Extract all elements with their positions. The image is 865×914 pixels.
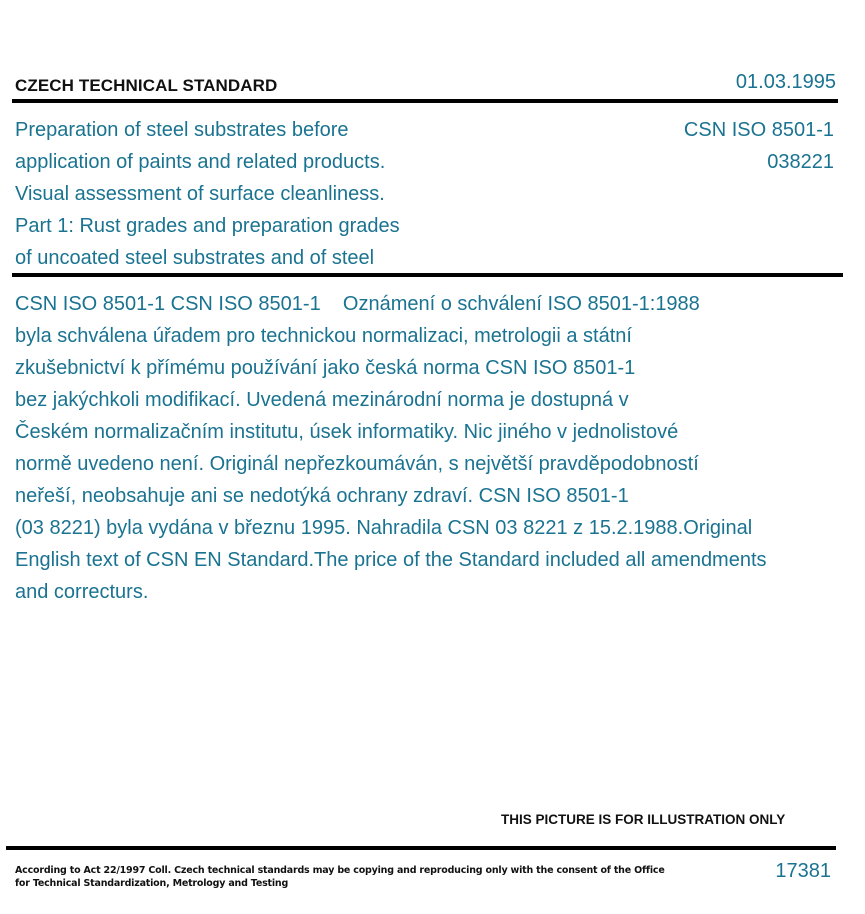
header-label: CZECH TECHNICAL STANDARD — [15, 76, 278, 95]
class-number: 038221 — [767, 151, 834, 173]
standard-title — [15, 114, 400, 274]
title-line: application of paints and related products. — [15, 151, 386, 173]
body-line: and correcturs. — [15, 581, 149, 603]
body-line: byla schválena úřadem pro technickou normalizaci, metrologii a státní — [15, 325, 632, 347]
body-line: Českém normalizačním institutu, úsek informatiky. Nic jiného v jednolistové — [15, 421, 679, 443]
body-line: bez jakýchkoli modifikací. Uvedená mezinárodní norma je dostupná v — [15, 389, 629, 411]
footer-divider — [6, 846, 836, 850]
body-line: normě uvedeno není. Originál nepřezkoumáván, s největší pravděpodobností — [15, 453, 699, 475]
legal-line: According to Act 22/1997 Coll. Czech technical standards may be copying and reproducing only with the consent of the Office — [15, 865, 665, 876]
page-number: 17381 — [775, 860, 831, 882]
legal-line: for Technical Standardization, Metrology and Testing — [15, 878, 289, 889]
title-line: Preparation of steel substrates before — [15, 119, 349, 141]
illustration-notice: THIS PICTURE IS FOR ILLUSTRATION ONLY — [501, 812, 786, 827]
title-line: Visual assessment of surface cleanliness. — [15, 183, 385, 205]
title-divider — [12, 273, 843, 277]
body-line: CSN ISO 8501-1 CSN ISO 8501-1 Oznámení o schválení ISO 8501-1:1988 — [15, 293, 700, 315]
top-divider — [12, 99, 838, 103]
standard-codes — [684, 114, 834, 178]
body-line: English text of CSN EN Standard.The price of the Standard included all amendments — [15, 549, 767, 571]
body-line: (03 8221) byla vydána v březnu 1995. Nahradila CSN 03 8221 z 15.2.1988.Original — [15, 517, 753, 539]
standard-number: CSN ISO 8501-1 — [683, 119, 834, 141]
body-line: zkušebnictví k přímému používání jako česká norma CSN ISO 8501-1 — [15, 357, 636, 379]
legal-notice — [15, 864, 665, 890]
announcement-text — [15, 288, 850, 608]
body-line: neřeší, neobsahuje ani se nedotýká ochrany zdraví. CSN ISO 8501-1 — [15, 485, 629, 507]
title-line: Part 1: Rust grades and preparation grades — [15, 215, 400, 237]
title-line: of uncoated steel substrates and of steel — [15, 247, 375, 269]
issue-date: 01.03.1995 — [735, 71, 836, 93]
